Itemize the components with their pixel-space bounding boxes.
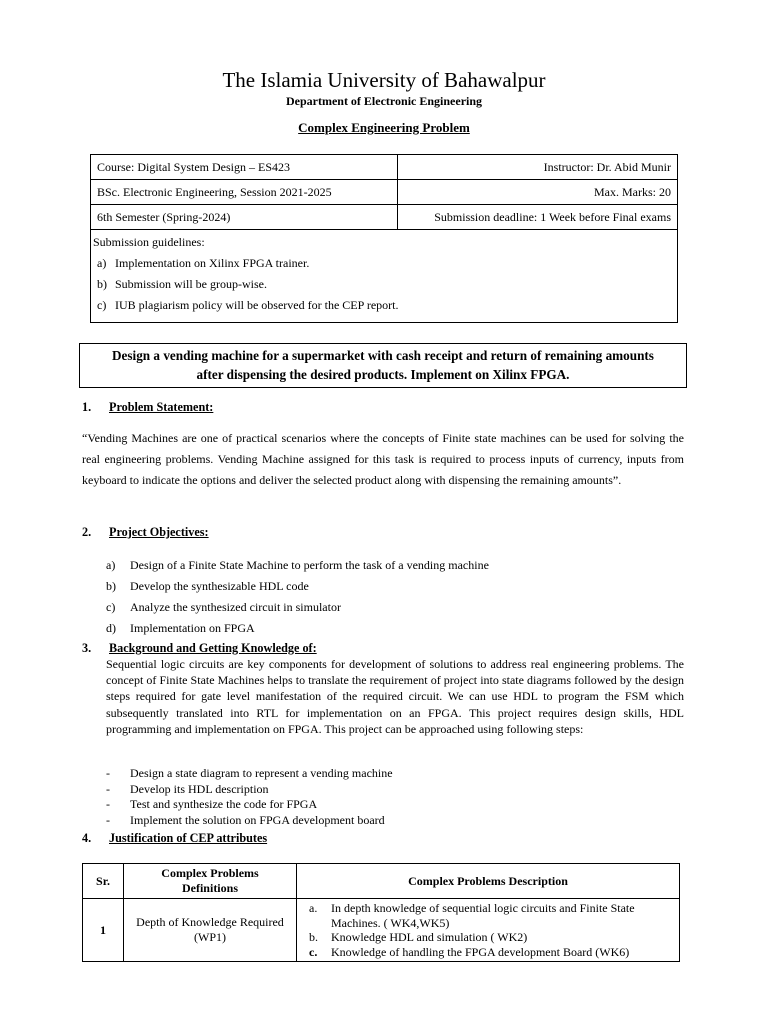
section-number: 1. (82, 400, 92, 414)
problem-statement: “Vending Machines are one of practical scenarios where the concepts of Finite state machines can be used for solving the real engineering problems. Vending Machine assigned for this task is required to process inputs of currency, inputs from keyboard to indicate the options and deliver the selected product along with dispensing the remaining amounts”. (82, 431, 684, 487)
item-bullet: - (106, 781, 110, 796)
section-title: Justification of CEP attributes (109, 831, 268, 845)
section-heading-problem (82, 400, 213, 415)
list-item (106, 555, 489, 576)
item-text: Test and synthesize the code for FPGA (130, 797, 318, 812)
section-heading-objectives (82, 525, 209, 540)
item-letter: b) (97, 277, 107, 291)
info-row (91, 205, 678, 230)
item-letter: b. (309, 930, 318, 944)
list-item (106, 597, 489, 618)
section-number: 3. (82, 641, 92, 655)
cep-attributes-table (82, 863, 680, 962)
background-paragraph: Sequential logic circuits are key components for development of solutions to address real engineering problems. The concept of Finite State Machines helps to translate the requirement of project into state diagrams followed by the design steps required for gate level manifestation of the required circuit. We can use HDL to program the FSM which subsequently translated into RTL for implementation on an FPGA. This project requires design skills, HDL programming and implementation on FPGA. This project can be approached using following steps: (106, 657, 684, 736)
list-item (106, 618, 489, 639)
section-heading-background (82, 641, 317, 656)
description-item (301, 901, 675, 930)
section-title: Problem Statement: (109, 400, 214, 414)
row-description (297, 899, 680, 962)
item-bullet: - (106, 797, 110, 812)
item-text: In depth knowledge of sequential logic circuits and Finite State Machines. ( WK4,WK5) (331, 901, 635, 930)
header-text: Complex Problems (161, 866, 259, 880)
header-description: Complex Problems Description (297, 864, 680, 899)
info-row (91, 180, 678, 205)
document-title: Complex Engineering Problem (298, 120, 470, 135)
instructor-cell: Instructor: Dr. Abid Munir (398, 155, 678, 180)
row-definition (124, 899, 297, 962)
item-letter: d) (106, 621, 116, 635)
design-task-line: Design a vending machine for a supermarket with cash receipt and return of remaining amounts (112, 348, 654, 363)
table-header-row (83, 864, 680, 899)
marks-cell: Max. Marks: 20 (398, 180, 678, 205)
steps-list (106, 766, 393, 829)
section-heading-justification (82, 831, 267, 846)
item-text: Develop the synthesizable HDL code (130, 579, 309, 593)
course-cell: Course: Digital System Design – ES423 (91, 155, 398, 180)
program-cell: BSc. Electronic Engineering, Session 2021-2025 (91, 180, 398, 205)
item-letter: c) (106, 600, 116, 614)
guidelines-title: Submission guidelines: (93, 235, 205, 249)
header-text: Definitions (181, 881, 238, 895)
info-row (91, 155, 678, 180)
header-definitions (124, 864, 297, 899)
item-text: Analyze the synthesized circuit in simulator (130, 600, 341, 614)
department-name: Department of Electronic Engineering (285, 94, 483, 108)
design-task-box (79, 343, 687, 388)
item-text: Design a state diagram to represent a vending machine (130, 766, 393, 780)
guidelines-cell (91, 230, 678, 323)
item-text: Implement the solution on FPGA development board (130, 813, 385, 828)
item-text: Submission will be group-wise. (115, 277, 267, 291)
course-info-table (90, 154, 678, 323)
list-item (106, 782, 393, 798)
item-letter: a. (309, 901, 318, 915)
objectives-list (106, 555, 489, 639)
list-item (106, 576, 489, 597)
item-letter: c. (309, 944, 318, 959)
guideline-item (93, 253, 675, 274)
section-number: 2. (82, 525, 92, 539)
deadline-cell: Submission deadline: 1 Week before Final exams (398, 205, 678, 230)
list-item (106, 813, 393, 829)
description-item (301, 930, 675, 945)
item-letter: a) (97, 256, 107, 270)
definition-text: (WP1) (194, 930, 226, 944)
item-bullet: - (106, 813, 110, 828)
item-letter: b) (106, 579, 116, 593)
list-item (106, 766, 393, 782)
item-letter: a) (106, 558, 116, 572)
item-text: IUB plagiarism policy will be observed for the CEP report. (115, 298, 399, 312)
guideline-item (93, 274, 675, 295)
definition-text: Depth of Knowledge Required (136, 915, 284, 929)
table-row (83, 899, 680, 962)
item-text: Design of a Finite State Machine to perform the task of a vending machine (130, 558, 489, 572)
item-text: Implementation on Xilinx FPGA trainer. (115, 256, 310, 270)
item-text: Implementation on FPGA (130, 621, 255, 635)
item-bullet: - (106, 766, 110, 780)
guidelines-row (91, 230, 678, 323)
item-text: Knowledge of handling the FPGA development Board (WK6) (331, 944, 630, 959)
item-text: Knowledge HDL and simulation ( WK2) (331, 930, 528, 944)
university-name: The Islamia University of Bahawalpur (222, 68, 546, 92)
section-number: 4. (82, 831, 92, 845)
list-item (106, 797, 393, 813)
design-task-line: after dispensing the desired products. Implement on Xilinx FPGA. (196, 366, 570, 382)
item-letter: c) (97, 298, 107, 312)
header-sr: Sr. (83, 864, 124, 899)
item-text: Develop its HDL description (130, 781, 269, 796)
guideline-item (93, 295, 675, 316)
section-title: Project Objectives: (109, 525, 209, 539)
section-title: Background and Getting Knowledge of: (109, 641, 317, 655)
semester-cell: 6th Semester (Spring-2024) (91, 205, 398, 230)
description-item (301, 945, 675, 960)
row-sr: 1 (83, 899, 124, 962)
